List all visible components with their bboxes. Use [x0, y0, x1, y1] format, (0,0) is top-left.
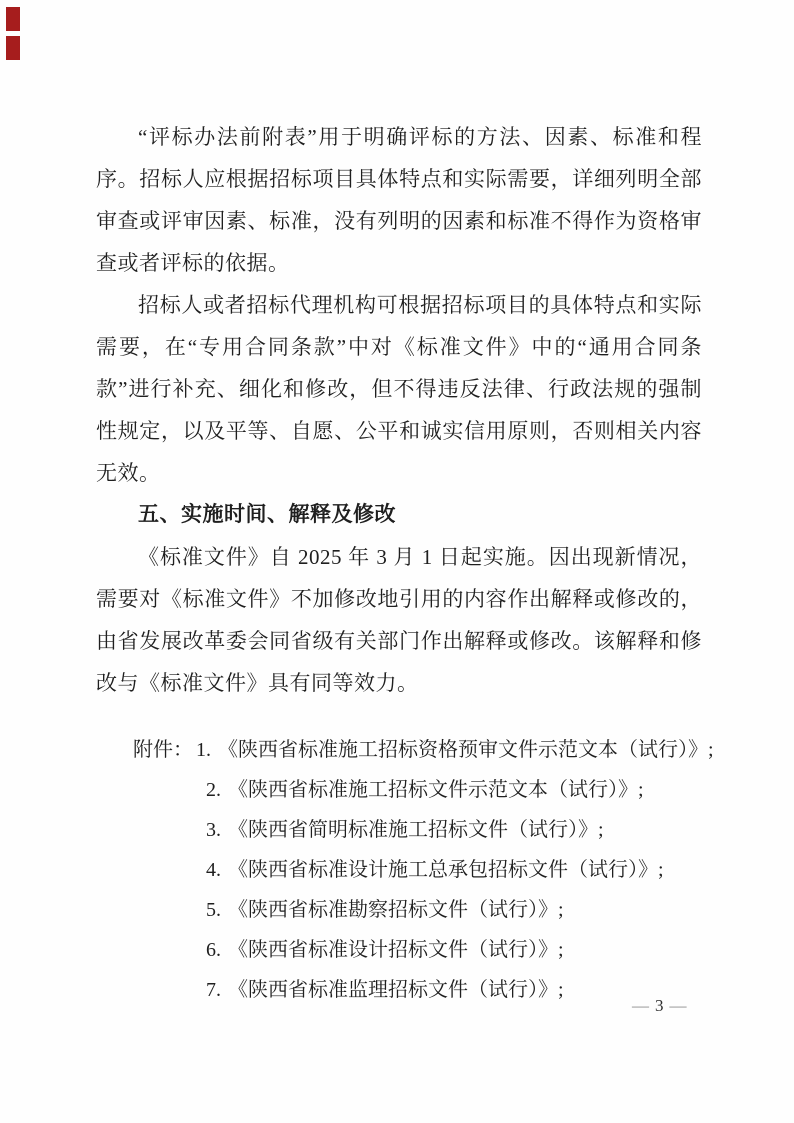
attachment-number: 3.	[206, 819, 221, 841]
scan-corner-marks	[6, 7, 22, 65]
page-number-dash-right: —	[669, 996, 689, 1015]
attachment-item-4	[96, 850, 702, 890]
attachment-title: 《陕西省简明标准施工招标文件（试行）》;	[228, 819, 604, 841]
page-number	[632, 994, 689, 1018]
attachment-title: 《陕西省标准设计施工总承包招标文件（试行）》;	[228, 859, 664, 881]
attachment-item-7	[96, 970, 702, 1010]
attachment-title: 《陕西省标准监理招标文件（试行）》;	[228, 979, 564, 1001]
attachment-title: 《陕西省标准施工招标文件示范文本（试行）》;	[228, 779, 644, 801]
paragraph-implementation-date: 《标准文件》自 2025 年 3 月 1 日起实施。因出现新情况，需要对《标准文件》不加修改地引用的内容作出解释或修改的，由省发展改革委会同省级有关部门作出解释或修改。该解释和修改与《标准文件》具有同等效力。	[96, 545, 702, 695]
attachment-number: 7.	[206, 979, 221, 1001]
attachment-number: 5.	[206, 899, 221, 921]
attachment-number: 6.	[206, 939, 221, 961]
attachment-number: 1.	[196, 739, 211, 761]
attachment-number: 4.	[206, 859, 221, 881]
section-heading-implementation: 五、实施时间、解释及修改	[138, 503, 396, 526]
attachments-block	[96, 730, 714, 1010]
attachment-item-3	[96, 810, 702, 850]
attachment-title: 《陕西省标准设计招标文件（试行）》;	[228, 939, 564, 961]
paragraph-contract-terms: 招标人或者招标代理机构可根据招标项目的具体特点和实际需要，在“专用合同条款”中对《标准文件》中的“通用合同条款”进行补充、细化和修改，但不得违反法律、行政法规的强制性规定，以及平等、自愿、公平和诚实信用原则，否则相关内容无效。	[96, 293, 702, 485]
attachment-item-2	[96, 770, 702, 810]
document-body	[96, 116, 714, 1010]
paragraph-eval-method-table: “评标办法前附表”用于明确评标的方法、因素、标准和程序。招标人应根据招标项目具体特点和实际需要，详细列明全部审查或评审因素、标准，没有列明的因素和标准不得作为资格审查或者评标的依据。	[96, 125, 702, 275]
attachment-title: 《陕西省标准勘察招标文件（试行）》;	[228, 899, 564, 921]
red-corner-mark-top	[6, 7, 20, 31]
attachment-item-5	[96, 890, 702, 930]
red-corner-mark-bottom	[6, 36, 20, 60]
attachments-label: 附件：	[133, 739, 193, 761]
attachment-item-6	[96, 930, 702, 970]
attachment-title: 《陕西省标准施工招标资格预审文件示范文本（试行）》;	[218, 739, 714, 761]
attachment-number: 2.	[206, 779, 221, 801]
page-number-value: 3	[655, 996, 666, 1015]
page-number-dash-left: —	[632, 996, 651, 1015]
attachment-item-1	[96, 730, 714, 770]
